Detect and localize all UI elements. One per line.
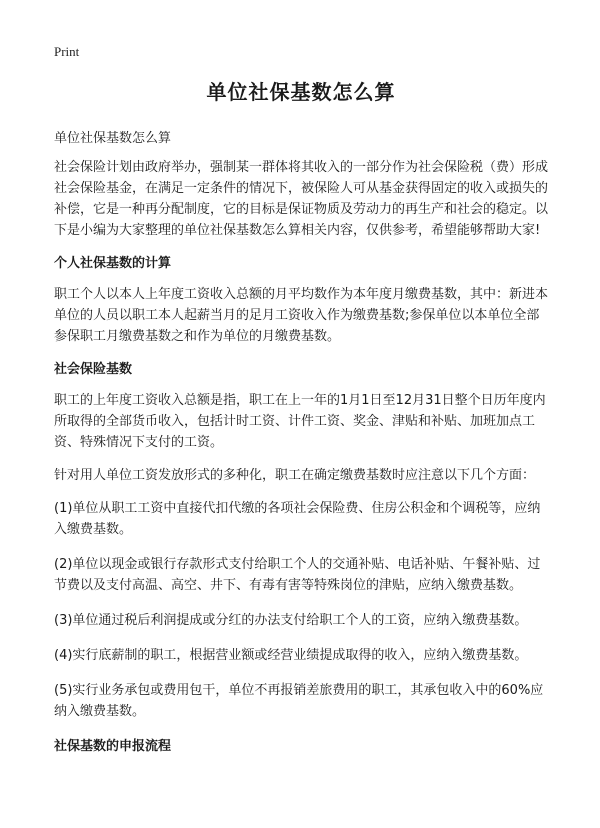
intro-paragraph: 社会保险计划由政府举办，强制某一群体将其收入的一部分作为社会保险税（费）形成社会保险基金，在满足一定条件的情况下，被保险人可从基金获得固定的收入或损失的补偿，它是一种再分配制度，它的目标是保证物质及劳动力的再生产和社会的稳定。以下是小编为大家整理的单位社保基数怎么算相关内容，仅供参考，希望能够帮助大家! — [54, 160, 549, 238]
notes-intro-paragraph: 针对用人单位工资发放形式的多种化，职工在确定缴费基数时应注意以下几个方面： — [54, 468, 536, 483]
section-heading-filing-process: 社保基数的申报流程 — [54, 739, 172, 754]
list-item: (4)实行底薪制的职工，根据营业额或经营业绩提成取得的收入，应纳入缴费基数。 — [54, 648, 528, 663]
list-item: (1)单位从职工工资中直接代扣代缴的各项社会保险费、住房公积金和个调税等，应纳入缴费基数。 — [54, 501, 541, 537]
article-subtitle: 单位社保基数怎么算 — [54, 131, 172, 146]
list-item: (2)单位以现金或银行存款形式支付给职工个人的交通补贴、电话补贴、午餐补贴、过节费以及支付高温、高空、井下、有毒有害等特殊岗位的津贴，应纳入缴费基数。 — [54, 557, 541, 593]
print-link[interactable]: Print — [54, 44, 80, 59]
section-heading-personal-base: 个人社保基数的计算 — [54, 256, 172, 271]
section-heading-social-insurance-base: 社会保险基数 — [54, 362, 133, 377]
list-item: (5)实行业务承包或费用包干，单位不再报销差旅费用的职工，其承包收入中的60%应纳入缴费基数。 — [54, 683, 544, 719]
income-definition-paragraph: 职工的上年度工资收入总额是指，职工在上一年的1月1日至12月31日整个日历年度内所取得的全部货币收入，包括计时工资、计件工资、奖金、津贴和补贴、加班加点工资、特殊情况下支付的工资。 — [54, 393, 546, 450]
page-title: 单位社保基数怎么算 — [206, 80, 396, 104]
article — [54, 78, 548, 767]
personal-base-paragraph: 职工个人以本人上年度工资收入总额的月平均数作为本年度月缴费基数，其中：新进本单位的人员以职工本人起薪当月的足月工资收入作为缴费基数;参保单位以本单位全部参保职工月缴费基数之和作为单位的月缴费基数。 — [54, 287, 549, 344]
list-item: (3)单位通过税后利润提成或分红的办法支付给职工个人的工资，应纳入缴费基数。 — [54, 613, 528, 628]
